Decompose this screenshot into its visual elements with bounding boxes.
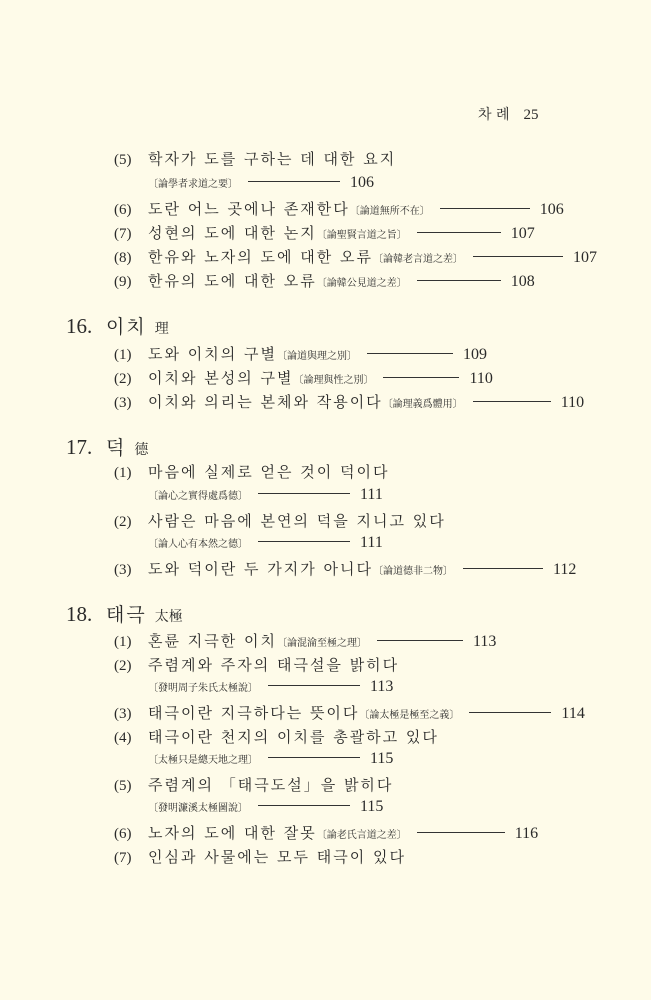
- entry-title: 인심과 사물에는 모두 태극이 있다: [148, 848, 406, 866]
- dot-leader: [367, 353, 453, 354]
- entry-page: 112: [552, 561, 577, 578]
- entry-number: (1): [114, 347, 132, 363]
- entry-number: (3): [114, 395, 132, 411]
- entry-number: (3): [114, 706, 132, 722]
- entry-number: (6): [114, 826, 132, 842]
- entry-title: 주렴계와 주자의 태극설을 밝히다: [148, 656, 400, 674]
- entry-title: 도와 이치의 구별: [148, 345, 277, 363]
- toc-entry[interactable]: [114, 343, 487, 364]
- entry-hanja: 〔論理義爲體用〕: [382, 399, 463, 410]
- dot-leader: [440, 208, 530, 209]
- toc-entry[interactable]: [114, 702, 585, 723]
- entry-page: 107: [572, 249, 597, 266]
- entry-number: (6): [114, 202, 132, 218]
- running-header: [478, 104, 539, 124]
- dot-leader: [258, 493, 350, 494]
- toc-entry-continuation[interactable]: [148, 486, 383, 504]
- chapter-number: 16.: [66, 314, 93, 338]
- dot-leader: [473, 256, 563, 257]
- toc-entry[interactable]: [114, 558, 576, 579]
- entry-number: (2): [114, 658, 132, 674]
- entry-title: 태극이란 지극하다는 뜻이다: [148, 704, 360, 722]
- chapter-title: 덕: [106, 437, 127, 459]
- toc-entry[interactable]: [114, 846, 406, 867]
- entry-title: 이치와 의리는 본체와 작용이다: [148, 393, 383, 411]
- dot-leader: [268, 685, 360, 686]
- toc-entry[interactable]: [114, 822, 538, 843]
- toc-entry[interactable]: [114, 774, 393, 795]
- entry-title: 사람은 마음에 본연의 덕을 지니고 있다: [148, 512, 446, 530]
- entry-hanja: 〔論道德非二物〕: [372, 566, 453, 577]
- toc-entry[interactable]: [114, 367, 493, 388]
- chapter-title: 이치: [106, 316, 147, 338]
- entry-title: 마음에 실제로 얻은 것이 덕이다: [148, 463, 390, 481]
- entry-page: 116: [514, 825, 539, 842]
- dot-leader: [377, 640, 463, 641]
- entry-number: (5): [114, 152, 132, 168]
- entry-hanja: 〔論韓老言道之差〕: [372, 254, 463, 265]
- entry-number: (7): [114, 226, 132, 242]
- toc-entry[interactable]: [114, 148, 396, 169]
- entry-hanja: 〔論人心有本然之德〕: [148, 539, 248, 550]
- entry-page: 108: [510, 273, 535, 290]
- entry-page: 113: [370, 678, 394, 695]
- toc-entry-continuation[interactable]: [148, 750, 393, 768]
- entry-title: 도와 덕이란 두 가지가 아니다: [148, 560, 373, 578]
- entry-hanja: 〔論理與性之別〕: [293, 375, 374, 386]
- toc-entry[interactable]: [114, 198, 564, 219]
- entry-title: 한유의 도에 대한 오류: [148, 272, 317, 290]
- dot-leader: [258, 541, 350, 542]
- entry-hanja: 〔論混淪至極之理〕: [276, 638, 367, 649]
- entry-number: (4): [114, 730, 132, 746]
- entry-number: (5): [114, 778, 132, 794]
- chapter-heading[interactable]: [66, 433, 148, 460]
- entry-number: (2): [114, 514, 132, 530]
- entry-page: 110: [469, 370, 493, 387]
- entry-page: 115: [370, 750, 394, 767]
- entry-number: (8): [114, 250, 132, 266]
- entry-title: 학자가 도를 구하는 데 대한 요지: [148, 150, 397, 168]
- entry-page: 106: [350, 174, 374, 191]
- chapter-heading[interactable]: [66, 600, 183, 627]
- toc-entry[interactable]: [114, 270, 535, 291]
- entry-number: (2): [114, 371, 132, 387]
- entry-hanja: 〔論太極是極至之義〕: [359, 710, 460, 721]
- dot-leader: [473, 401, 551, 402]
- entry-hanja: 〔論道與理之別〕: [276, 351, 357, 362]
- entry-page: 107: [510, 225, 535, 242]
- entry-hanja: 〔論老氏言道之差〕: [316, 830, 407, 841]
- entry-hanja: 〔發明濂溪太極圖說〕: [148, 803, 248, 814]
- toc-entry[interactable]: [114, 654, 399, 675]
- chapter-number: 17.: [66, 435, 93, 459]
- toc-entry[interactable]: [114, 246, 597, 267]
- entry-number: (3): [114, 562, 132, 578]
- toc-entry-continuation[interactable]: [148, 534, 383, 552]
- entry-number: (1): [114, 465, 132, 481]
- dot-leader: [258, 805, 350, 806]
- toc-entry[interactable]: [114, 630, 496, 651]
- entry-hanja: 〔論心之實得處爲德〕: [148, 491, 248, 502]
- dot-leader: [417, 280, 501, 281]
- entry-hanja: 〔論韓公見道之差〕: [316, 278, 407, 289]
- toc-entry[interactable]: [114, 510, 446, 531]
- entry-hanja: 〔論道無所不在〕: [349, 206, 430, 217]
- entry-title: 한유와 노자의 도에 대한 오류: [148, 248, 373, 266]
- entry-title: 성현의 도에 대한 논지: [148, 224, 317, 242]
- entry-hanja: 〔太極只是總天地之理〕: [148, 755, 258, 766]
- entry-page: 113: [472, 633, 497, 650]
- toc-entry[interactable]: [114, 222, 535, 243]
- entry-title: 도란 어느 곳에나 존재한다: [148, 200, 350, 218]
- toc-entry-continuation[interactable]: [148, 798, 383, 816]
- dot-leader: [268, 757, 360, 758]
- entry-hanja: 〔論學者求道之要〕: [148, 179, 238, 190]
- dot-leader: [417, 232, 501, 233]
- entry-title: 주렴계의 「태극도설」을 밝히다: [148, 776, 394, 794]
- entry-page: 111: [360, 486, 383, 503]
- dot-leader: [383, 377, 459, 378]
- entry-number: (9): [114, 274, 132, 290]
- dot-leader: [248, 181, 340, 182]
- dot-leader: [417, 832, 505, 833]
- entry-page: 114: [561, 705, 585, 722]
- entry-hanja: 〔發明周子朱氏太極說〕: [148, 683, 258, 694]
- entry-page: 110: [560, 394, 585, 411]
- entry-page: 111: [360, 534, 383, 551]
- toc-entry[interactable]: [114, 391, 584, 412]
- entry-title: 태극이란 천지의 이치를 총괄하고 있다: [148, 728, 439, 746]
- header-page-number: 25: [523, 107, 539, 123]
- entry-page: 106: [539, 201, 564, 218]
- toc-entry-continuation[interactable]: [148, 174, 374, 192]
- chapter-title: 태극: [106, 604, 147, 626]
- chapter-hanja: 德: [134, 442, 149, 458]
- entry-page: 115: [360, 798, 384, 815]
- header-label: 차 례: [478, 107, 510, 123]
- chapter-number: 18.: [66, 602, 93, 626]
- dot-leader: [463, 568, 543, 569]
- entry-page: 109: [462, 346, 487, 363]
- entry-title: 혼륜 지극한 이치: [148, 632, 277, 650]
- toc-entry-continuation[interactable]: [148, 678, 393, 696]
- entry-title: 이치와 본성의 구별: [148, 369, 294, 387]
- chapter-hanja: 太極: [154, 609, 183, 625]
- entry-number: (7): [114, 850, 132, 866]
- toc-entry[interactable]: [114, 461, 389, 482]
- chapter-heading[interactable]: [66, 312, 169, 339]
- dot-leader: [469, 712, 551, 713]
- toc-entry[interactable]: [114, 726, 439, 747]
- entry-hanja: 〔論聖賢言道之旨〕: [316, 230, 407, 241]
- chapter-hanja: 理: [154, 321, 169, 337]
- entry-title: 노자의 도에 대한 잘못: [148, 824, 317, 842]
- entry-number: (1): [114, 634, 132, 650]
